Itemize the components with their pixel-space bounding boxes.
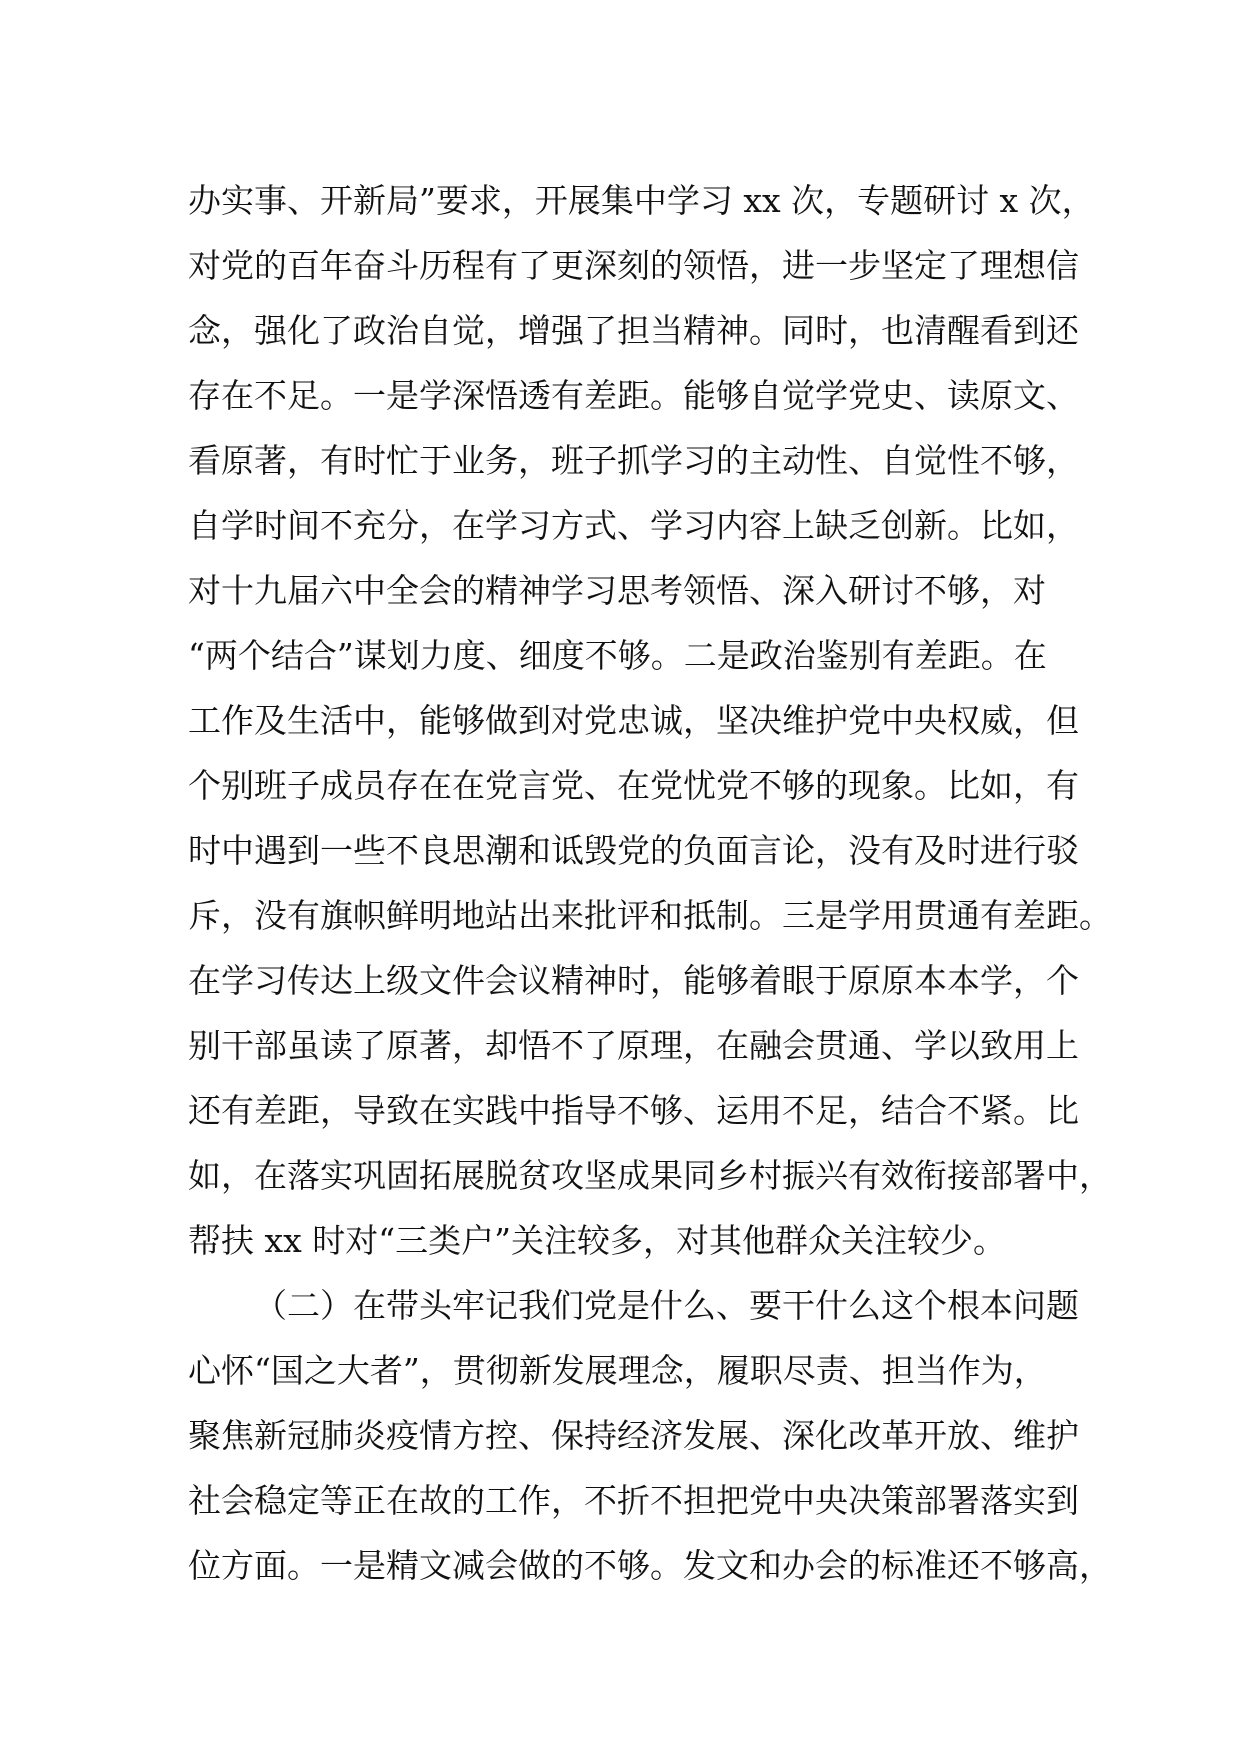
text-line: 如，在落实巩固拓展脱贫攻坚成果同乡村振兴有效衔接部署中，: [188, 1156, 1112, 1195]
text-line: “两个结合”谋划力度、细度不够。二是政治鉴别有差距。在: [188, 636, 1047, 675]
text-line: 心怀“国之大者”，贯彻新发展理念，履职尽责、担当作为，: [188, 1351, 1047, 1390]
body-text: [188, 168, 1112, 1598]
text-line: 个别班子成员存在在党言党、在党忧党不够的现象。比如，有: [188, 766, 1079, 805]
text-line: 还有差距，导致在实践中指导不够、运用不足，结合不紧。比: [188, 1091, 1079, 1130]
text-line: 帮扶 xx 时对“三类户”关注较多，对其他群众关注较少。: [188, 1221, 1006, 1260]
text-line: 斥，没有旗帜鲜明地站出来批评和抵制。三是学用贯通有差距。: [188, 896, 1112, 935]
text-line: 社会稳定等正在故的工作，不折不担把党中央决策部署落实到: [188, 1481, 1079, 1520]
text-line: 在学习传达上级文件会议精神时，能够着眼于原原本本学，个: [188, 961, 1079, 1000]
text-line: 自学时间不充分，在学习方式、学习内容上缺乏创新。比如，: [188, 506, 1079, 545]
text-line: 时中遇到一些不良思潮和诋毁党的负面言论，没有及时进行驳: [188, 831, 1079, 870]
text-line: 工作及生活中，能够做到对党忠诚，坚决维护党中央权威，但: [188, 701, 1079, 740]
section-heading-line: （二）在带头牢记我们党是什么、要干什么这个根本问题: [254, 1286, 1079, 1325]
text-line: 对十九届六中全会的精神学习思考领悟、深入研讨不够，对: [188, 571, 1046, 610]
text-line: 办实事、开新局”要求，开展集中学习 xx 次，专题研讨 x 次，: [188, 181, 1095, 220]
text-line: 别干部虽读了原著，却悟不了原理，在融会贯通、学以致用上: [188, 1026, 1079, 1065]
text-line: 存在不足。一是学深悟透有差距。能够自觉学党史、读原文、: [188, 376, 1079, 415]
text-line: 聚焦新冠肺炎疫情方控、保持经济发展、深化改革开放、维护: [188, 1416, 1079, 1455]
text-line: 念，强化了政治自觉，增强了担当精神。同时，也清醒看到还: [188, 311, 1079, 350]
text-line: 位方面。一是精文减会做的不够。发文和办会的标准还不够高，: [188, 1546, 1112, 1585]
text-line: 看原著，有时忙于业务，班子抓学习的主动性、自觉性不够，: [188, 441, 1079, 480]
text-line: 对党的百年奋斗历程有了更深刻的领悟，进一步坚定了理想信: [188, 246, 1079, 285]
